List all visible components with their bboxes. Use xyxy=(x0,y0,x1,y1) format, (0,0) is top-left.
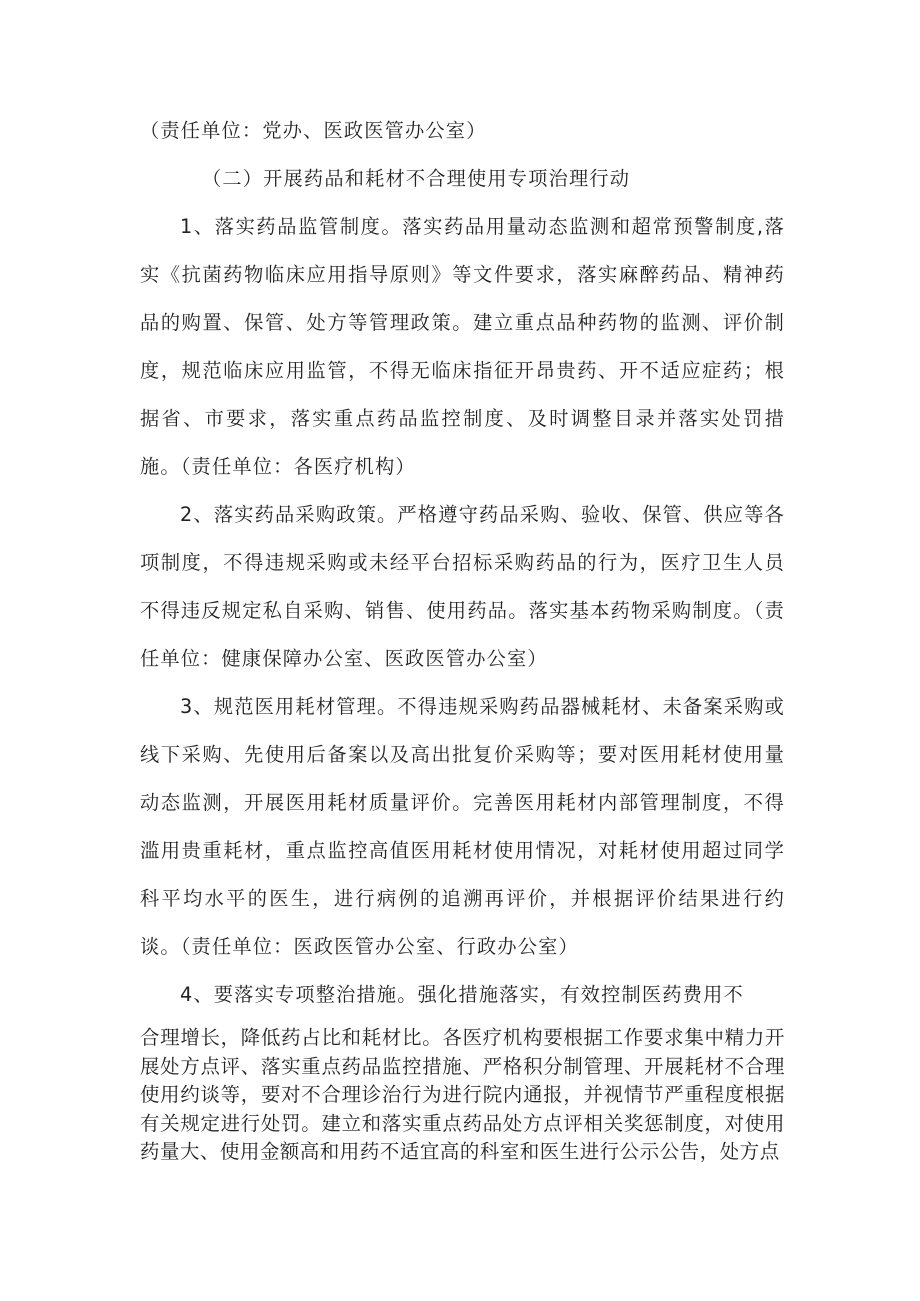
paragraph-item-4: 4、要落实专项整治措施。强化措施落实，有效控制医药费用不 xyxy=(180,983,744,1006)
continuation-paragraph: 合理增长，降低药占比和耗材比。各医疗机构要根据工作要求集中精力开展处方点评、落实重点药品监控措施、严格积分制管理、开展耗材不合理使用约谈等，要对不合理诊治行为进行院内通报，并视情节严重程度根据有关规定进行处罚。建立和落实重点药品处方点评相关奖惩制度，对使用药量大、使用金额高和用药不适宜高的科室和医生进行公示公告，处方点 xyxy=(140,1026,785,1164)
responsible-unit-line: （责任单位：党办、医政医管办公室） xyxy=(140,119,487,142)
paragraph-item-1: 1、落实药品监管制度。落实药品用量动态监测和超常预警制度,落实《抗菌药物临床应用指导原则》等文件要求，落实麻醉药品、精神药品的购置、保管、处方等管理政策。建立重点品种药物的监测、评价制度，规范临床应用监管，不得无临床指征开昂贵药、开不适应症药；根据省、市要求，落实重点药品监控制度、及时调整目录并落实处罚措施。（责任单位：各医疗机构） xyxy=(140,215,785,478)
section-heading: （二）开展药品和耗材不合理使用专项治理行动 xyxy=(202,167,631,190)
paragraph-item-3: 3、规范医用耗材管理。不得违规采购药品器械耗材、未备案采购或线下采购、先使用后备案以及高出批复价采购等；要对医用耗材使用量动态监测，开展医用耗材质量评价。完善医用耗材内部管理制度，不得滥用贵重耗材，重点监控高值医用耗材使用情况，对耗材使用超过同学科平均水平的医生，进行病例的追溯再评价，并根据评价结果进行约谈。（责任单位：医政医管办公室、行政办公室） xyxy=(140,695,785,958)
paragraph-item-2: 2、落实药品采购政策。严格遵守药品采购、验收、保管、供应等各项制度，不得违规采购或未经平台招标采购药品的行为，医疗卫生人员不得违反规定私自采购、销售、使用药品。落实基本药物采购制度。（责任单位：健康保障办公室、医政医管办公室） xyxy=(140,503,785,670)
